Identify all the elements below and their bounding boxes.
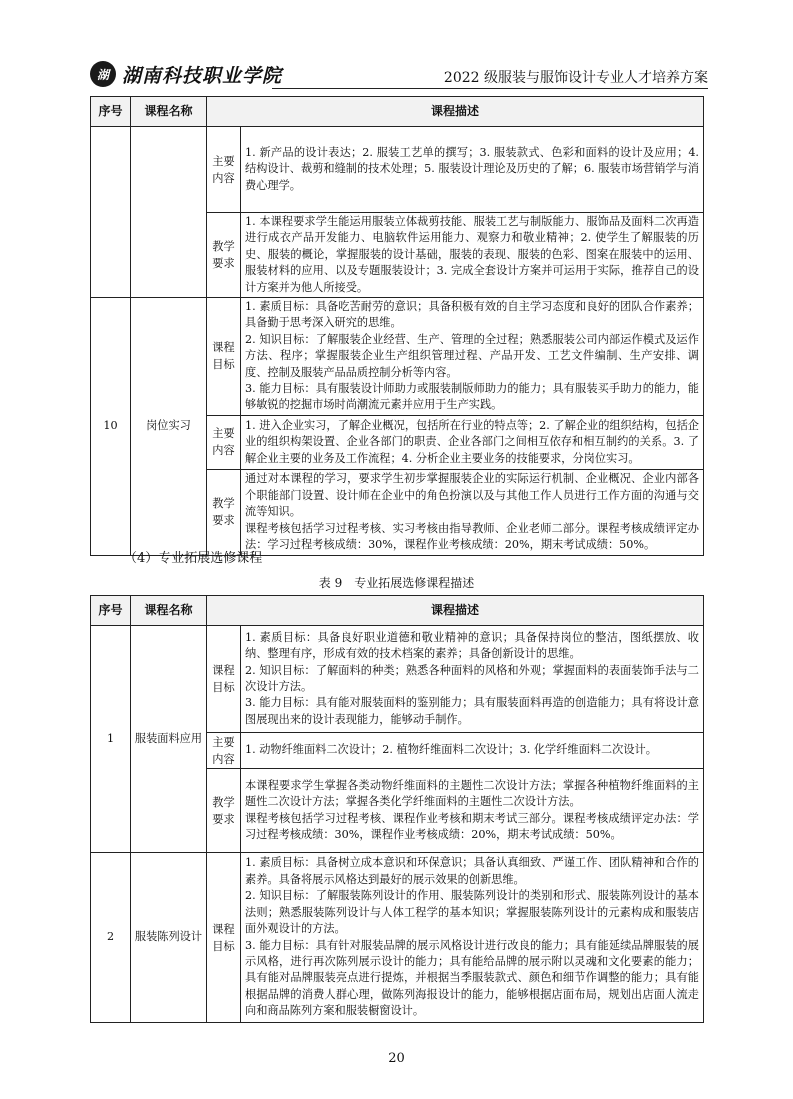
row-description	[241, 415, 704, 469]
description-line: 2. 知识目标：了解服装企业经营、生产、管理的全过程；熟悉服装公司内部运作模式及运作方法、程序；掌握服装企业生产组织管理过程、产品开发、工艺文件编制、生产安排、调度、控制及服装产品品质控制分析等内容。	[245, 332, 699, 379]
header-rule	[272, 88, 708, 89]
course-number: 10	[91, 298, 131, 556]
row-description	[241, 298, 704, 416]
col-desc-header: 课程描述	[207, 97, 704, 127]
course-number: 1	[91, 626, 131, 853]
row-label: 课程目标	[207, 626, 241, 733]
description-line: 课程考核包括学习过程考核、课程作业考核和期末考试三部分。课程考核成绩评定办法：学习过程考核成绩：30%，课程作业考核成绩：20%，期末考试成绩：50%。	[245, 811, 699, 841]
table-row	[91, 127, 704, 213]
row-label: 主要内容	[207, 415, 241, 469]
row-label: 课程目标	[207, 853, 241, 1023]
description-line: 课程考核包括学习过程考核、实习考核由指导教师、企业老师二部分。课程考核成绩评定办法：学习过程考核成绩：30%，课程作业考核成绩：20%，期末考试成绩：50%。	[245, 521, 699, 551]
elective-course-table	[90, 595, 704, 1023]
row-description	[241, 853, 704, 1023]
section-heading: （4）专业拓展选修课程	[124, 551, 263, 566]
row-description	[241, 469, 704, 555]
description-line: 1. 本课程要求学生能运用服装立体裁剪技能、服装工艺与制版能力、服饰品及面料二次再造进行成衣产品开发能力、电脑软件运用能力、观察力和敬业精神；2. 使学生了解服装的历史、服装的概论，掌握服装的设计基础，服装的表现、服装的色彩、图案在服装中的运用、服装材料的应用、以及专题服装设计；3. 完成全套设计方案并可运用于实际，推荐自己的设计方案并为他人所接受。	[245, 215, 699, 294]
description-line: 2. 知识目标：了解服装陈列设计的作用、服装陈列设计的类别和形式、服装陈列设计的基本法则；熟悉服装陈列设计与人体工程学的基本知识；掌握服装陈列设计的元素构成和服装店面外观设计的方法。	[245, 889, 699, 936]
page-header	[90, 58, 708, 92]
row-label: 主要内容	[207, 733, 241, 769]
course-name: 岗位实习	[131, 298, 207, 556]
description-line: 本课程要求学生掌握各类动物纤维面料的主题性二次设计方法；掌握各种植物纤维面料的主题性二次设计方法；掌握各类化学纤维面料的主题性二次设计方法。	[245, 778, 699, 809]
course-table-continued	[90, 96, 704, 556]
school-emblem-icon: 湖	[90, 61, 116, 87]
row-label: 课程目标	[207, 298, 241, 416]
school-logo	[90, 60, 282, 88]
col-desc-header: 课程描述	[207, 596, 704, 626]
description-line: 1. 素质目标：具备吃苦耐劳的意识；具备积极有效的自主学习态度和良好的团队合作素养；具备勤于思考深入研究的思维。	[245, 300, 699, 330]
course-name: 服装面料应用	[131, 626, 207, 853]
course-name-cell	[131, 127, 207, 298]
course-number-cell	[91, 127, 131, 298]
document-title: 2022 级服装与服饰设计专业人才培养方案	[443, 70, 708, 86]
table-caption: 表 9 专业拓展选修课程描述	[318, 576, 475, 590]
row-description	[241, 213, 704, 298]
course-number: 2	[91, 853, 131, 1023]
table-header-row	[91, 97, 704, 127]
description-line: 1. 素质目标：具备树立成本意识和环保意识；具备认真细致、严谨工作、团队精神和合作的素养。具备将展示风格达到最好的展示效果的创新思维。	[245, 856, 699, 886]
row-description	[241, 127, 704, 213]
description-line: 3. 能力目标：具有针对服装品牌的展示风格设计进行改良的能力；具有能延续品牌服装的展示风格，进行再次陈列展示设计的能力；具有能给品牌的展示附以灵魂和文化要素的能力；具有能对品牌服装亮点进行提炼，并根据当季服装款式、颜色和细节作调整的能力；具有能根据品牌的消费人群心理，做陈列海报设计的能力，能够根据店面布局，规划出店面人流走向和商品陈列方案和服装橱窗设计。	[245, 938, 699, 1018]
col-no-header: 序号	[91, 97, 131, 127]
row-label: 教学要求	[207, 769, 241, 853]
table-row	[91, 853, 704, 1023]
col-name-header: 课程名称	[131, 97, 207, 127]
table-row	[91, 626, 704, 733]
row-description	[241, 769, 704, 853]
school-logo-text: 湖南科技职业学院	[122, 64, 283, 87]
description-line: 3. 能力目标：具有服装设计师助力或服装制版师助力的能力；具有服装买手助力的能力，能够敏锐的挖掘市场时尚潮流元素并应用于生产实践。	[245, 382, 699, 412]
col-name-header: 课程名称	[131, 596, 207, 626]
description-line: 通过对本课程的学习，要求学生初步掌握服装企业的实际运行机制、企业概况、企业内部各个职能部门设置、设计师在企业中的角色扮演以及与其他工作人员进行工作方面的沟通与交流等知识。	[245, 472, 699, 519]
row-description	[241, 626, 704, 733]
description-line: 2. 知识目标：了解面料的种类；熟悉各种面料的风格和外观；掌握面料的表面装饰手法与二次设计方法。	[245, 663, 699, 693]
description-line: 1. 进入企业实习，了解企业概况，包括所在行业的特点等；2. 了解企业的组织结构，包括企业的组织构架设置、企业各部门的职责、企业各部门之间相互依存和相互制约的关系。3. 了解企业主要的业务及工作流程；4. 分析企业主要业务的技能要求，分岗位实习。	[245, 418, 699, 465]
row-label: 教学要求	[207, 469, 241, 555]
table-row	[91, 298, 704, 416]
row-label: 教学要求	[207, 213, 241, 298]
row-label: 主要内容	[207, 127, 241, 213]
description-line: 3. 能力目标：具有能对服装面料的鉴别能力；具有服装面料再造的创造能力；具有将设计意图展现出来的设计表现能力，能够动手制作。	[245, 696, 699, 726]
course-name: 服装陈列设计	[131, 853, 207, 1023]
description-line: 1. 素质目标：具备良好职业道德和敬业精神的意识；具备保持岗位的整洁，图纸摆放、收纳、整理有序，形成有效的技术档案的素养；具备创新设计的思维。	[245, 630, 699, 661]
page-number: 20	[388, 1051, 405, 1066]
description-line: 1. 新产品的设计表达；2. 服装工艺单的撰写；3. 服装款式、色彩和面料的设计及应用；4. 结构设计、裁剪和缝制的技术处理；5. 服装设计理论及历史的了解；6. 服装市场营销学与消费心理学。	[245, 145, 699, 192]
table-header-row	[91, 596, 704, 626]
row-description	[241, 733, 704, 769]
col-no-header: 序号	[91, 596, 131, 626]
description-line: 1. 动物纤维面料二次设计；2. 植物纤维面料二次设计；3. 化学纤维面料二次设计。	[245, 743, 657, 757]
